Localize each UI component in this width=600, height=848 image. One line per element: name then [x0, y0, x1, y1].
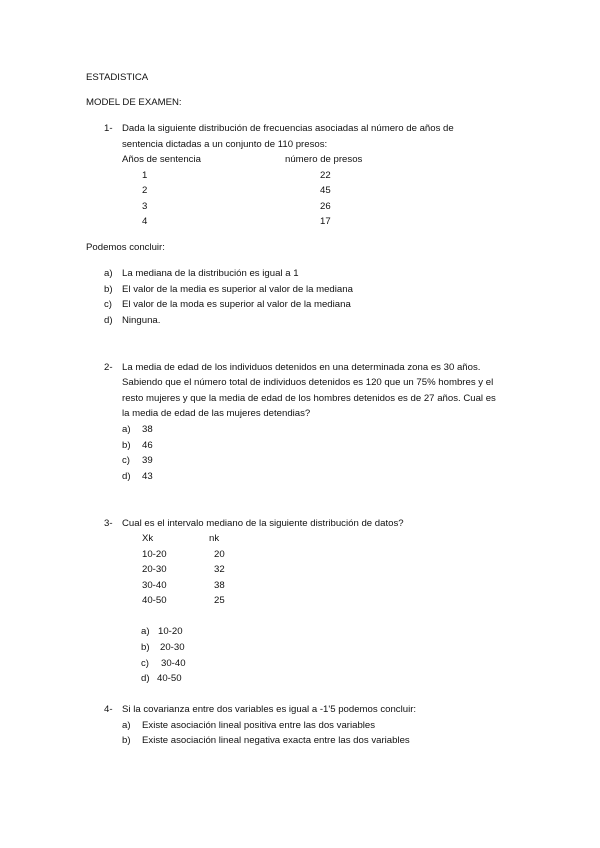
- table-cell-years: 2: [142, 185, 148, 196]
- option-text: 40-50: [157, 673, 182, 684]
- option-letter: b): [141, 642, 150, 653]
- option-letter: c): [141, 658, 149, 669]
- question-text: Dada la siguiente distribución de frecuencias asociadas al número de años de: [122, 123, 454, 134]
- table-cell-count: 25: [214, 595, 225, 606]
- table-header-years: Años de sentencia: [122, 154, 201, 165]
- table-header-nk: nk: [209, 533, 220, 544]
- table-cell-count: 32: [214, 564, 225, 575]
- question-text: La media de edad de los individuos detenidos en una determinada zona es 30 años.: [122, 362, 481, 373]
- option-letter: a): [122, 720, 131, 731]
- table-cell-count: 20: [214, 549, 225, 560]
- table-cell-count: 22: [320, 170, 331, 181]
- question-number: 4-: [104, 704, 113, 715]
- document-title: ESTADISTICA: [86, 72, 149, 83]
- table-cell-years: 1: [142, 170, 148, 181]
- option-text: 46: [142, 440, 153, 451]
- question-number: 3-: [104, 518, 113, 529]
- option-text: 39: [142, 455, 153, 466]
- conclude-text: Podemos concluir:: [86, 242, 165, 253]
- option-text: 30-40: [161, 658, 186, 669]
- option-letter: b): [122, 735, 131, 746]
- table-cell-interval: 20-30: [142, 564, 167, 575]
- option-letter: b): [122, 440, 131, 451]
- option-text: El valor de la moda es superior al valor de la mediana: [122, 299, 351, 310]
- option-letter: b): [104, 284, 113, 295]
- option-text: 10-20: [158, 626, 183, 637]
- option-text: Existe asociación lineal negativa exacta entre las dos variables: [142, 735, 410, 746]
- question-text: resto mujeres y que la media de edad de los hombres detenidos es de 27 años. Cual es: [122, 393, 496, 404]
- exam-subtitle: MODEL DE EXAMEN:: [86, 97, 182, 108]
- question-text: Sabiendo que el número total de individuos detenidos es 120 que un 75% hombres y el: [122, 377, 494, 388]
- question-number: 2-: [104, 362, 113, 373]
- table-cell-years: 3: [142, 201, 148, 212]
- option-letter: d): [104, 315, 113, 326]
- option-text: 43: [142, 471, 153, 482]
- question-text: Cual es el intervalo mediano de la siguiente distribución de datos?: [122, 518, 404, 529]
- option-text: Ninguna.: [122, 315, 161, 326]
- option-text: 38: [142, 424, 153, 435]
- table-header-count: número de presos: [285, 154, 363, 165]
- question-text: sentencia dictadas a un conjunto de 110 presos:: [122, 139, 328, 150]
- table-cell-count: 45: [320, 185, 331, 196]
- option-letter: a): [122, 424, 131, 435]
- option-letter: c): [104, 299, 112, 310]
- question-text: Si la covarianza entre dos variables es igual a -1'5 podemos concluir:: [122, 704, 417, 715]
- table-cell-interval: 30-40: [142, 580, 167, 591]
- table-cell-interval: 10-20: [142, 549, 167, 560]
- table-cell-count: 17: [320, 216, 331, 227]
- option-text: La mediana de la distribución es igual a 1: [122, 268, 299, 279]
- option-letter: a): [141, 626, 150, 637]
- option-letter: a): [104, 268, 113, 279]
- table-header-xk: Xk: [142, 533, 154, 544]
- option-text: El valor de la media es superior al valor de la mediana: [122, 284, 353, 295]
- table-cell-count: 26: [320, 201, 331, 212]
- table-cell-interval: 40-50: [142, 595, 167, 606]
- option-letter: c): [122, 455, 130, 466]
- option-letter: d): [122, 471, 131, 482]
- option-text: Existe asociación lineal positiva entre las dos variables: [142, 720, 376, 731]
- option-text: 20-30: [160, 642, 185, 653]
- table-cell-years: 4: [142, 216, 148, 227]
- question-text: la media de edad de las mujeres detendias?: [122, 408, 311, 419]
- question-number: 1-: [104, 123, 113, 134]
- option-letter: d): [141, 673, 150, 684]
- table-cell-count: 38: [214, 580, 225, 591]
